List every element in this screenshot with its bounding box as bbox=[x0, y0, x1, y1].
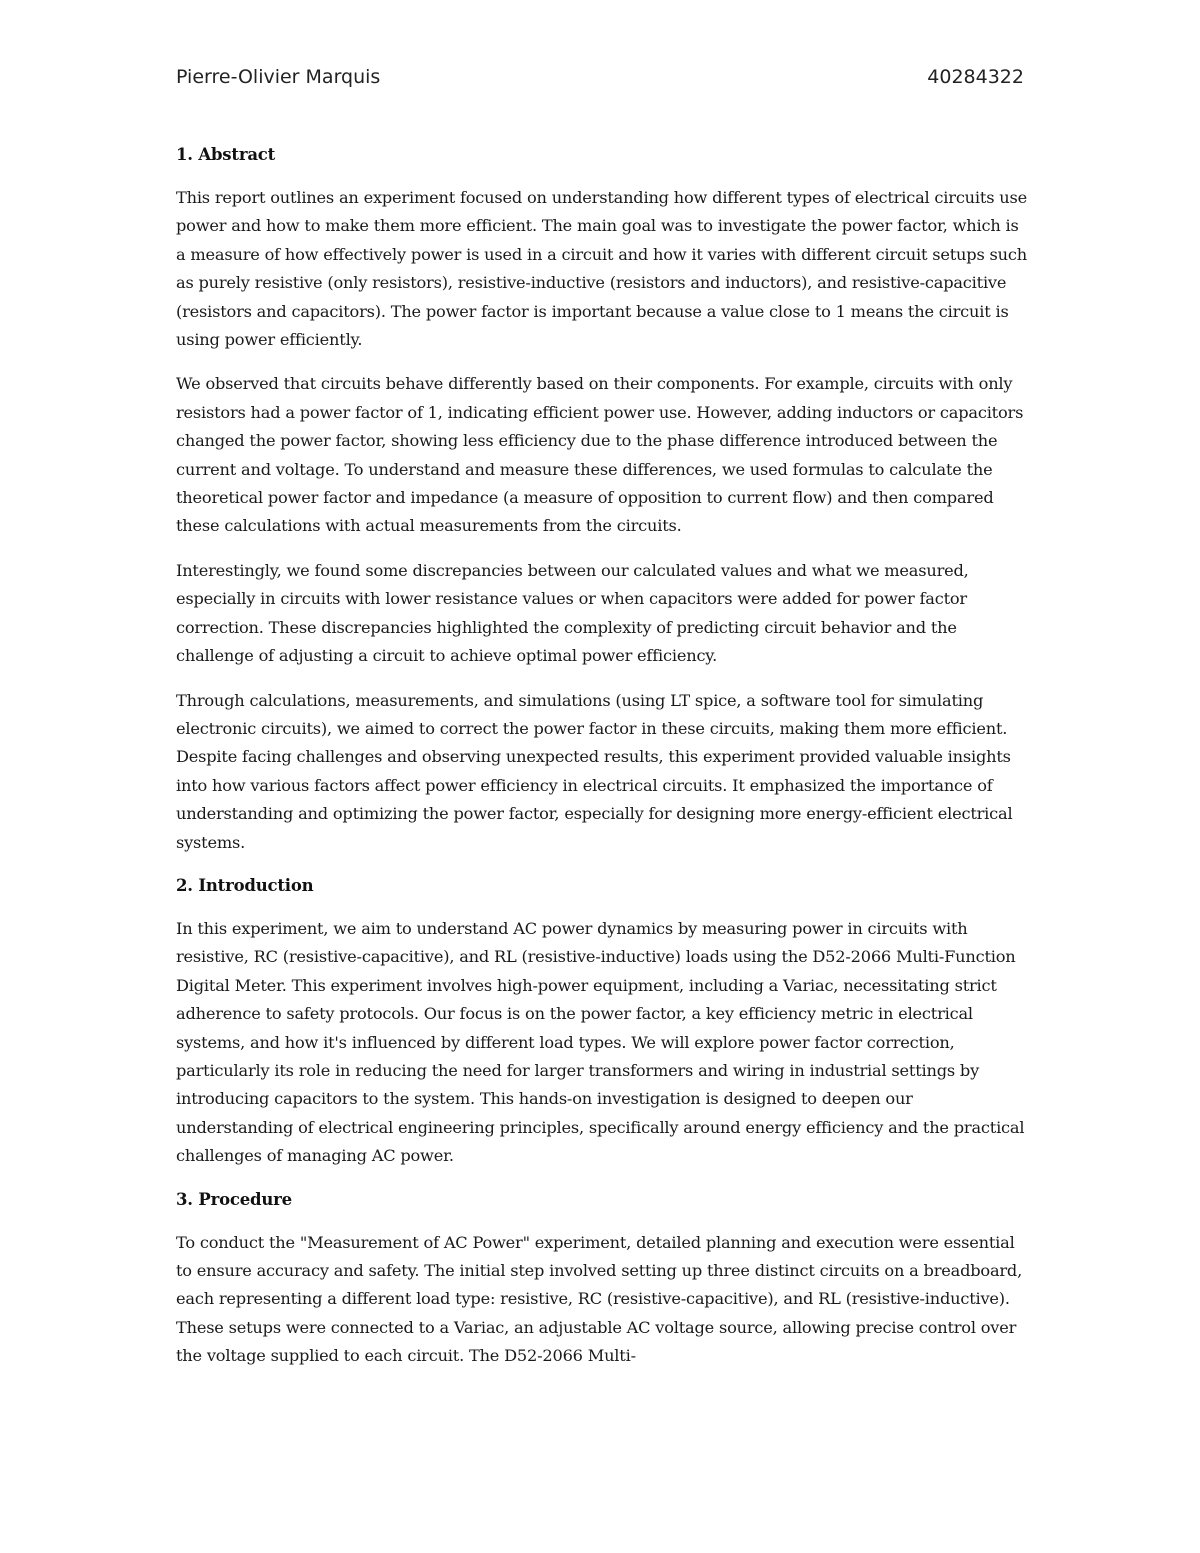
paragraph: To conduct the "Measurement of AC Power" experiment, detailed planning and execution were essential to ensure accuracy and safety. The initial step involved setting up three distinct circuits on a breadboard, each representing a different load type: resistive, RC (resistive-capacitive), and RL (resistive-inductive). These setups were connected to a Variac, an adjustable AC voltage source, allowing precise control over the voltage supplied to each circuit. The D52-2066 Multi- bbox=[176, 1232, 1023, 1366]
paragraph: Interestingly, we found some discrepancies between our calculated values and what we measured, especially in circuits with lower resistance values or when capacitors were added for power factor correction. These discrepancies highlighted the complexity of predicting circuit behavior and the challenge of adjusting a circuit to achieve optimal power efficiency. bbox=[176, 560, 969, 666]
student-id: 40284322 bbox=[927, 66, 1024, 88]
section-heading: 2. Introduction bbox=[176, 875, 314, 895]
paragraph: We observed that circuits behave differently based on their components. For example, circuits with only resistors had a power factor of 1, indicating efficient power use. However, adding inductors or capacitors changed the power factor, showing less efficiency due to the phase difference introduced between the current and voltage. To understand and measure these differences, we used formulas to calculate the theoretical power factor and impedance (a measure of opposition to current flow) and then compared these calculations with actual measurements from the circuits. bbox=[176, 374, 1024, 536]
section-procedure bbox=[176, 1187, 1028, 1371]
section-introduction bbox=[176, 873, 1028, 1171]
author-name: Pierre-Olivier Marquis bbox=[176, 66, 381, 88]
paragraph: Through calculations, measurements, and simulations (using LT spice, a software tool for simulating electronic circuits), we aimed to correct the power factor in these circuits, making them more efficient. Despite facing challenges and observing unexpected results, this experiment provided valuable insights into how various factors affect power efficiency in electrical circuits. It emphasized the importance of understanding and optimizing the power factor, especially for designing more energy-efficient electrical systems. bbox=[176, 690, 1013, 852]
page-header bbox=[176, 66, 1024, 98]
section-heading: 1. Abstract bbox=[176, 145, 276, 164]
document-body bbox=[176, 142, 1028, 1387]
section-heading: 3. Procedure bbox=[176, 1189, 292, 1209]
paragraph: This report outlines an experiment focused on understanding how different types of electrical circuits use power and how to make them more efficient. The main goal was to investigate the power factor, which is a measure of how effectively power is used in a circuit and how it varies with different circuit setups such as purely resistive (only resistors), resistive-inductive (resistors and inductors), and resistive-capacitive (resistors and capacitors). The power factor is important because a value close to 1 means the circuit is using power efficiently. bbox=[176, 188, 1027, 350]
paragraph: In this experiment, we aim to understand AC power dynamics by measuring power in circuits with resistive, RC (resistive-capacitive), and RL (resistive-inductive) loads using the D52-2066 Multi-Function Digital Meter. This experiment involves high-power equipment, including a Variac, necessitating strict adherence to safety protocols. Our focus is on the power factor, a key efficiency metric in electrical systems, and how it's influenced by different load types. We will explore power factor correction, particularly its role in reducing the need for larger transformers and wiring in industrial settings by introducing capacitors to the system. This hands-on investigation is designed to deepen our understanding of electrical engineering principles, specifically around energy efficiency and the practical challenges of managing AC power. bbox=[176, 918, 1025, 1166]
section-abstract bbox=[176, 142, 1028, 857]
